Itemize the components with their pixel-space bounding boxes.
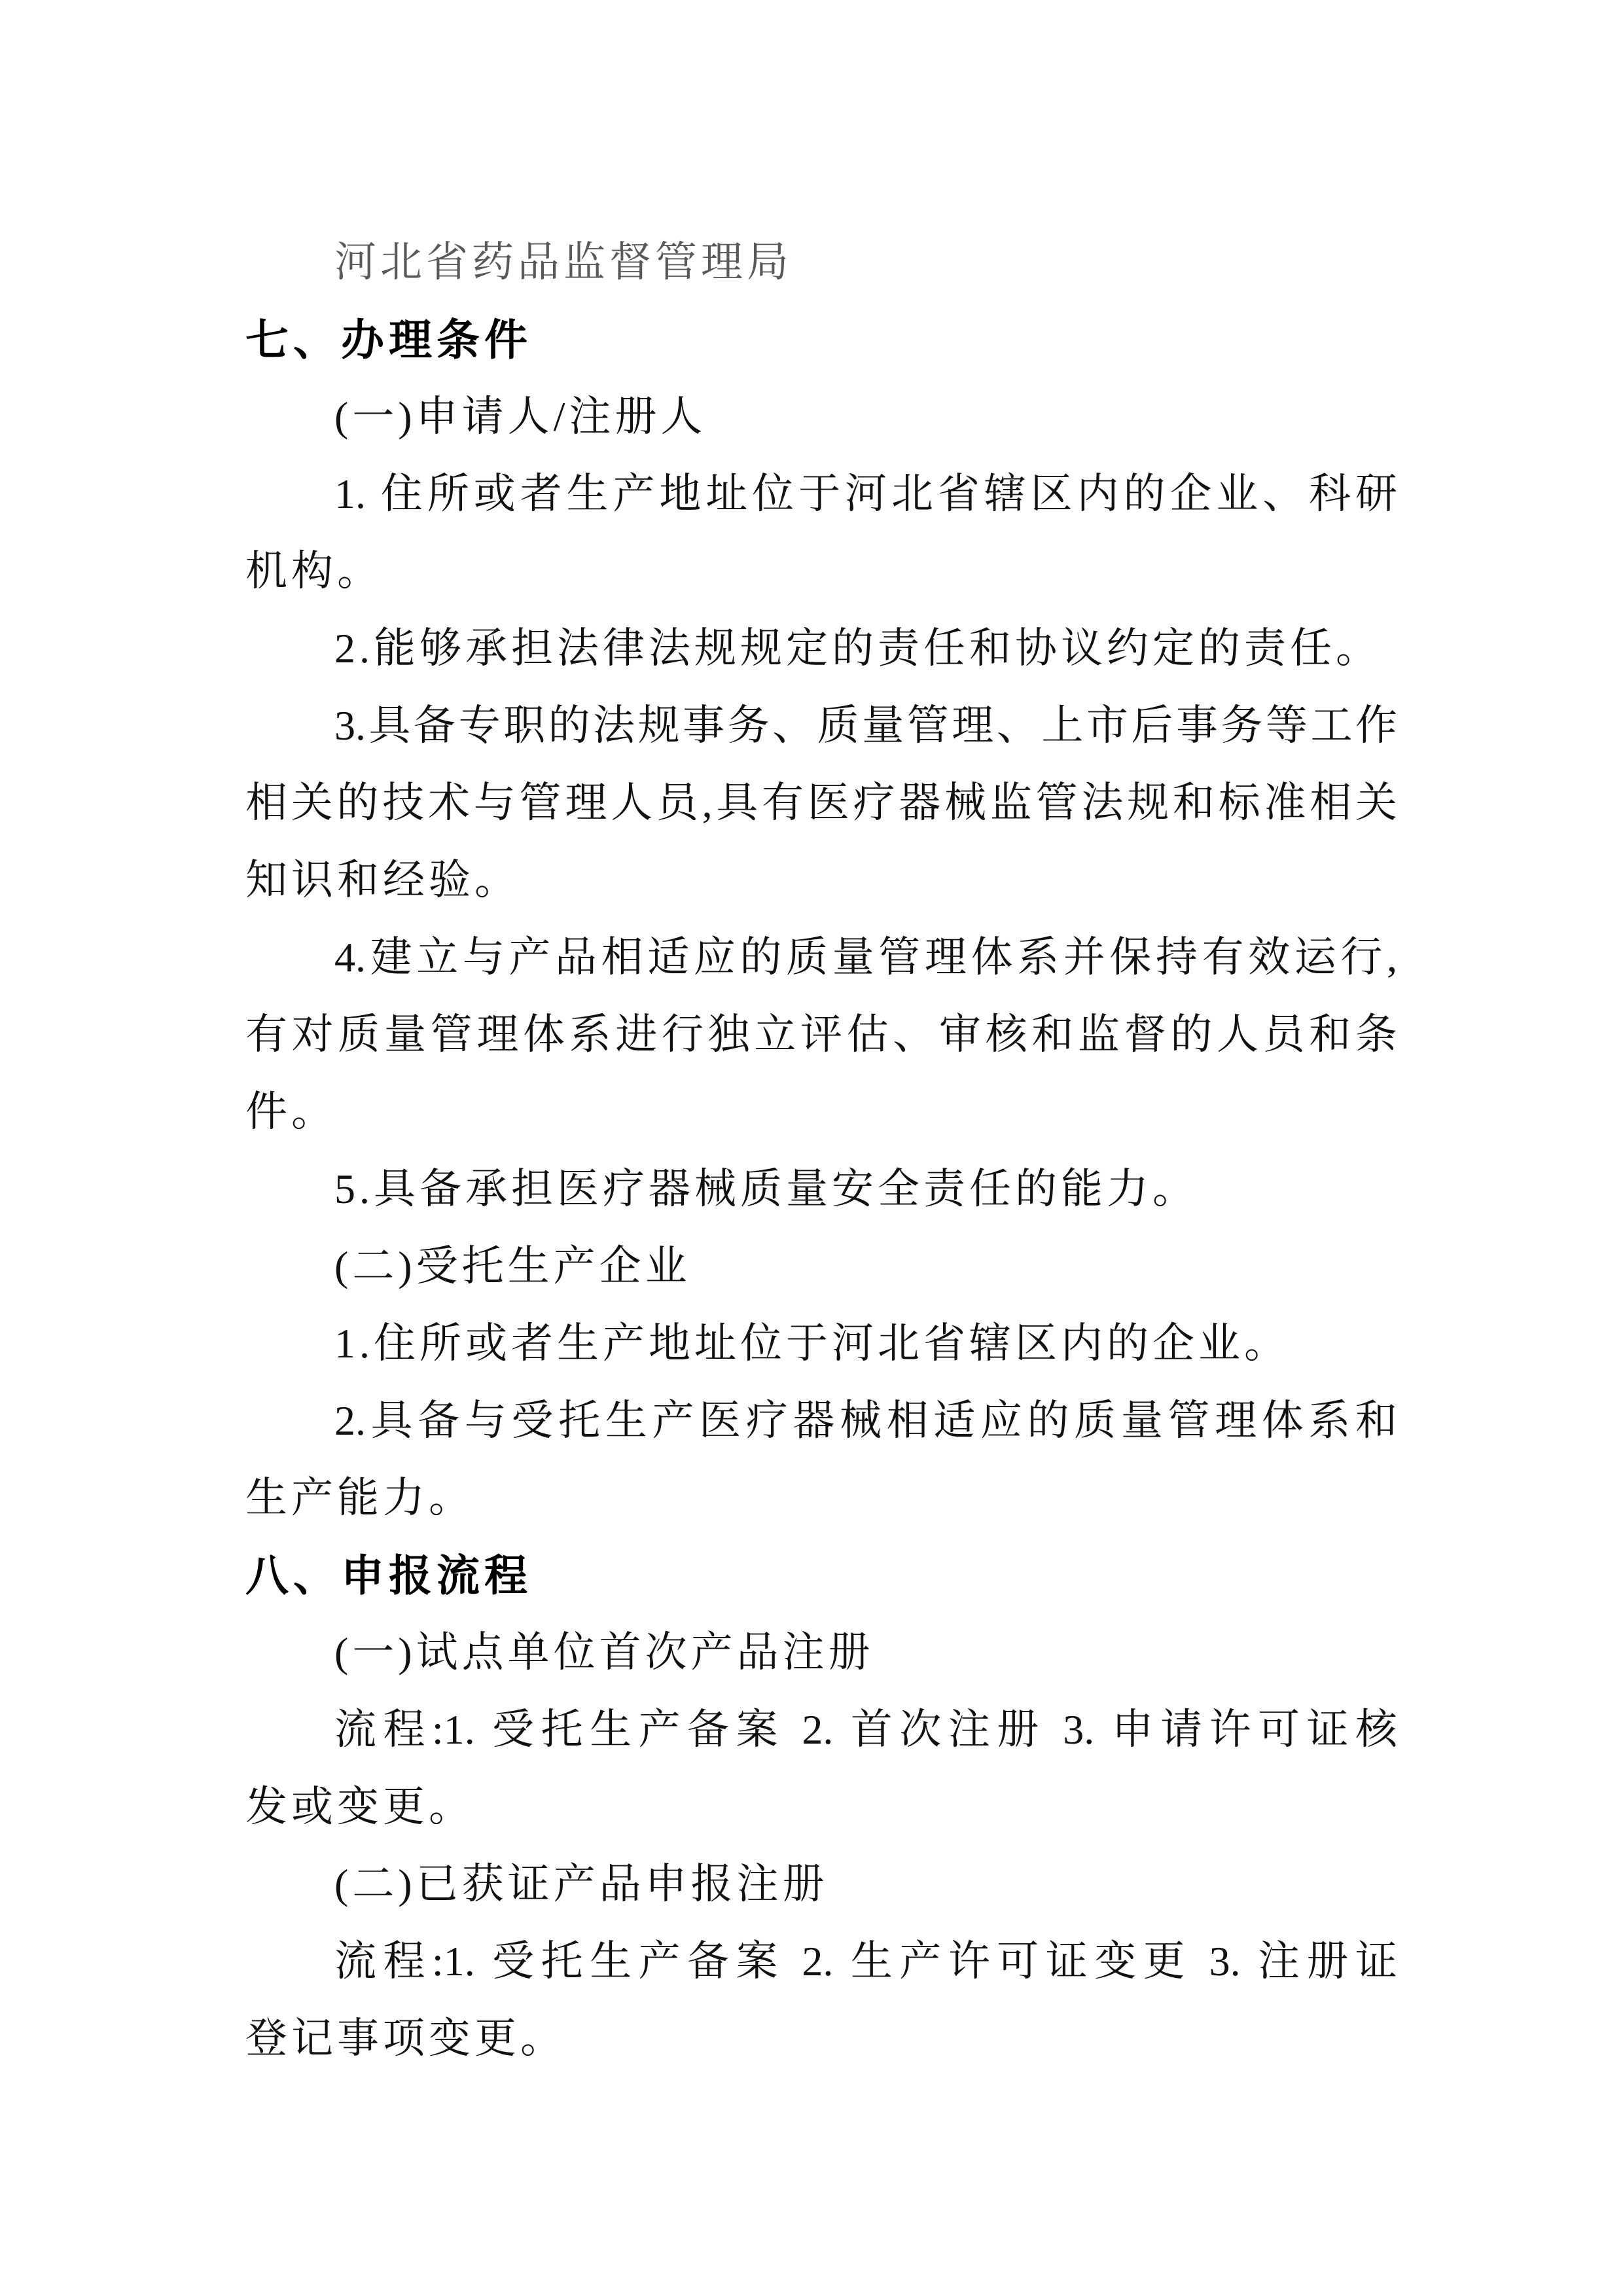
paragraph-line: (二)已获证产品申报注册 bbox=[334, 1861, 829, 1907]
paragraph-line: 3.具备专职的法规事务、质量管理、上市后事务等工作 bbox=[334, 702, 1397, 749]
paragraph-line: 2.能够承担法律法规规定的责任和协议约定的责任。 bbox=[334, 625, 1382, 672]
paragraph-line: 发或变更。 bbox=[245, 1784, 474, 1830]
paragraph-line: 5.具备承担医疗器械质量安全责任的能力。 bbox=[334, 1166, 1198, 1212]
paragraph-line: (二)受托生产企业 bbox=[334, 1243, 691, 1289]
agency-name-line: 河北省药品监督管理局 bbox=[334, 239, 793, 285]
paragraph-line: 流程:1. 受托生产备案 2. 生产许可证变更 3. 注册证 bbox=[334, 1938, 1397, 1984]
paragraph-line: 件。 bbox=[245, 1088, 337, 1135]
section-heading: 八、申报流程 bbox=[245, 1551, 532, 1600]
paragraph-line: 生产能力。 bbox=[245, 1475, 474, 1521]
paragraph-line: 流程:1. 受托生产备案 2. 首次注册 3. 申请许可证核 bbox=[334, 1706, 1397, 1753]
paragraph-line: 1.住所或者生产地址位于河北省辖区内的企业。 bbox=[334, 1320, 1290, 1367]
paragraph-line: 有对质量管理体系进行独立评估、审核和监督的人员和条 bbox=[245, 1011, 1397, 1058]
paragraph-line: (一)申请人/注册人 bbox=[334, 393, 707, 440]
paragraph-line: 知识和经验。 bbox=[245, 857, 520, 903]
paragraph-line: 机构。 bbox=[245, 548, 383, 594]
paragraph-line: 登记事项变更。 bbox=[245, 2015, 566, 2062]
section-heading: 七、办理条件 bbox=[245, 315, 532, 364]
paragraph-line: 4.建立与产品相适应的质量管理体系并保持有效运行, bbox=[334, 934, 1397, 980]
paragraph-line: 2.具备与受托生产医疗器械相适应的质量管理体系和 bbox=[334, 1397, 1397, 1444]
paragraph-line: 1. 住所或者生产地址位于河北省辖区内的企业、科研 bbox=[334, 471, 1397, 517]
paragraph-line: (一)试点单位首次产品注册 bbox=[334, 1629, 874, 1676]
document-content bbox=[245, 224, 1397, 2077]
paragraph-line: 相关的技术与管理人员,具有医疗器械监管法规和标准相关 bbox=[245, 780, 1397, 826]
